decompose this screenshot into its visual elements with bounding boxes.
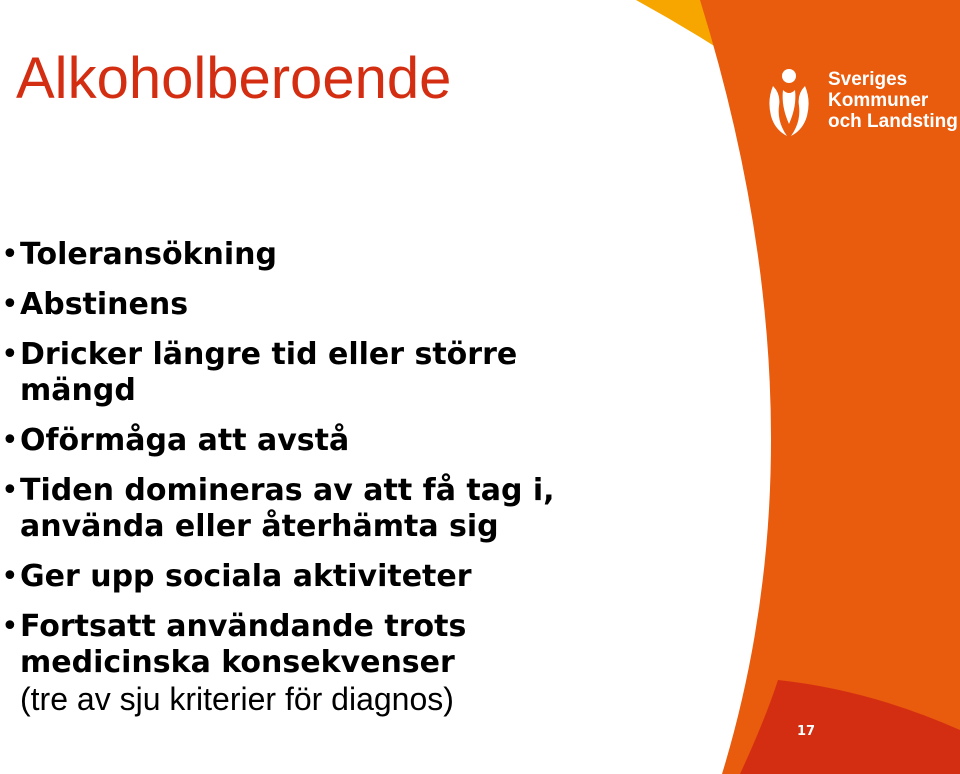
bullet-text-continued: medicinska konsekvenser: [20, 645, 455, 680]
bullet-text: Abstinens: [20, 287, 189, 322]
bullet-list: [0, 237, 680, 731]
slide-title: Alkoholberoende: [16, 46, 452, 111]
bullet-text: Oförmåga att avstå: [20, 423, 350, 458]
bullet-item: [0, 423, 680, 459]
bullet-text: Dricker längre tid eller större: [20, 337, 518, 372]
bullet-item: [0, 337, 680, 409]
bullet-dot-icon: •: [1, 473, 19, 508]
bullet-note: (tre av sju kriterier för diagnos): [20, 681, 454, 717]
bullet-text: Ger upp sociala aktiviteter: [20, 559, 472, 594]
bullet-dot-icon: •: [1, 237, 19, 272]
skl-logo-text: [828, 69, 958, 132]
bullet-item: [0, 609, 680, 717]
bullet-item: [0, 237, 680, 273]
bullet-text-continued: använda eller återhämta sig: [20, 509, 499, 544]
bullet-item: [0, 559, 680, 595]
bullet-dot-icon: •: [1, 559, 19, 594]
logo-line: Sveriges: [828, 69, 908, 90]
bullet-text: Fortsatt användande trots: [20, 609, 467, 644]
bullet-item: [0, 287, 680, 323]
bullet-text: Toleransökning: [20, 237, 278, 272]
bullet-dot-icon: •: [1, 287, 19, 322]
page-number: 17: [796, 724, 816, 739]
bullet-dot-icon: •: [1, 337, 19, 372]
bullet-text-continued: mängd: [20, 373, 136, 408]
logo-line: Kommuner: [828, 90, 929, 111]
bullet-item: [0, 473, 680, 545]
logo-line: och Landsting: [828, 111, 958, 132]
bullet-text: Tiden domineras av att få tag i,: [20, 473, 555, 508]
bullet-dot-icon: •: [1, 423, 19, 458]
bullet-dot-icon: •: [1, 609, 19, 644]
